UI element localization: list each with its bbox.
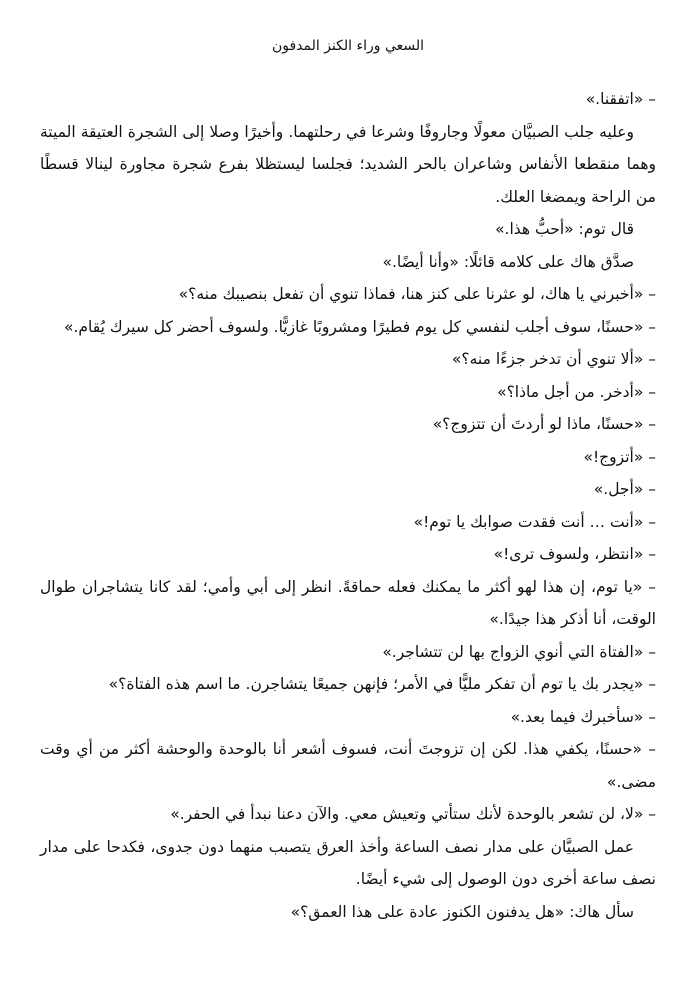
paragraph: – «سأخبرك فيما بعد.» <box>40 701 656 734</box>
paragraph: وعليه جلب الصبيَّان معولًا وجاروفًا وشرعا في رحلتهما. وأخيرًا وصلا إلى الشجرة العتيقة الميتة وهما منقطعا الأنفاس وشاعران بالحر الشديد؛ فجلسا ليستظلا بفرع شجرة مجاورة لينالا قسطًا من الراحة ويمضغا العلك. <box>40 122 656 206</box>
paragraph: – «ألا تنوي أن تدخر جزءًا منه؟» <box>40 343 656 376</box>
paragraph: – «انتظر، ولسوف ترى!» <box>40 538 656 571</box>
body-text <box>40 83 656 928</box>
paragraph: – «أخبرني يا هاك، لو عثرنا على كنز هنا، فماذا تنوي أن تفعل بنصيبك منه؟» <box>40 278 656 311</box>
paragraph: عمل الصبيَّان على مدار نصف الساعة وأخذ العرق يتصبب منهما دون جدوى، فكدحا على مدار نصف ساعة أخرى دون الوصول إلى شيء أيضًا. <box>40 837 656 888</box>
paragraph: – «يا توم، إن هذا لهو أكثر ما يمكنك فعله حماقةً. انظر إلى أبي وأمي؛ لقد كانا يتشاجران طوال الوقت، أنا أذكر هذا جيدًا.» <box>40 571 656 636</box>
paragraph: – «حسنًا، ماذا لو أردتَ أن تتزوج؟» <box>40 408 656 441</box>
paragraph: – «أتزوج!» <box>40 441 656 474</box>
paragraph: – «يجدر بك يا توم أن تفكر مليًّا في الأمر؛ فإنهن جميعًا يتشاجرن. ما اسم هذه الفتاة؟» <box>40 668 656 701</box>
paragraph: – «حسنًا، سوف أجلب لنفسي كل يوم فطيرًا ومشروبًا غازيًّا. ولسوف أحضر كل سيرك يُقام.» <box>40 311 656 344</box>
paragraph: – «أجل.» <box>40 473 656 506</box>
paragraph: – «الفتاة التي أنوي الزواج بها لن تتشاجر.» <box>40 636 656 669</box>
paragraph: قال توم: «أحبُّ هذا.» <box>495 220 634 238</box>
paragraph: – «أدخر. من أجل ماذا؟» <box>40 376 656 409</box>
paragraph: سأل هاك: «هل يدفنون الكنوز عادة على هذا العمق؟» <box>290 902 634 921</box>
paragraph: – «اتفقنا.» <box>40 83 656 116</box>
paragraph: – «حسنًا، يكفي هذا. لكن إن تزوجتَ أنت، فسوف أشعر أنا بالوحدة والوحشة أكثر من أي وقت مضى.» <box>40 733 656 798</box>
book-page <box>40 0 656 1000</box>
running-head-title: السعي وراء الكنز المدفون <box>271 38 425 54</box>
paragraph: – «لا، لن تشعر بالوحدة لأنك ستأتي وتعيش معي. والآن دعنا نبدأ في الحفر.» <box>40 798 656 831</box>
paragraph: صدَّق هاك على كلامه قائلًا: «وأنا أيضًا.» <box>382 252 634 271</box>
paragraph: – «أنت … أنت فقدت صوابك يا توم!» <box>40 506 656 539</box>
